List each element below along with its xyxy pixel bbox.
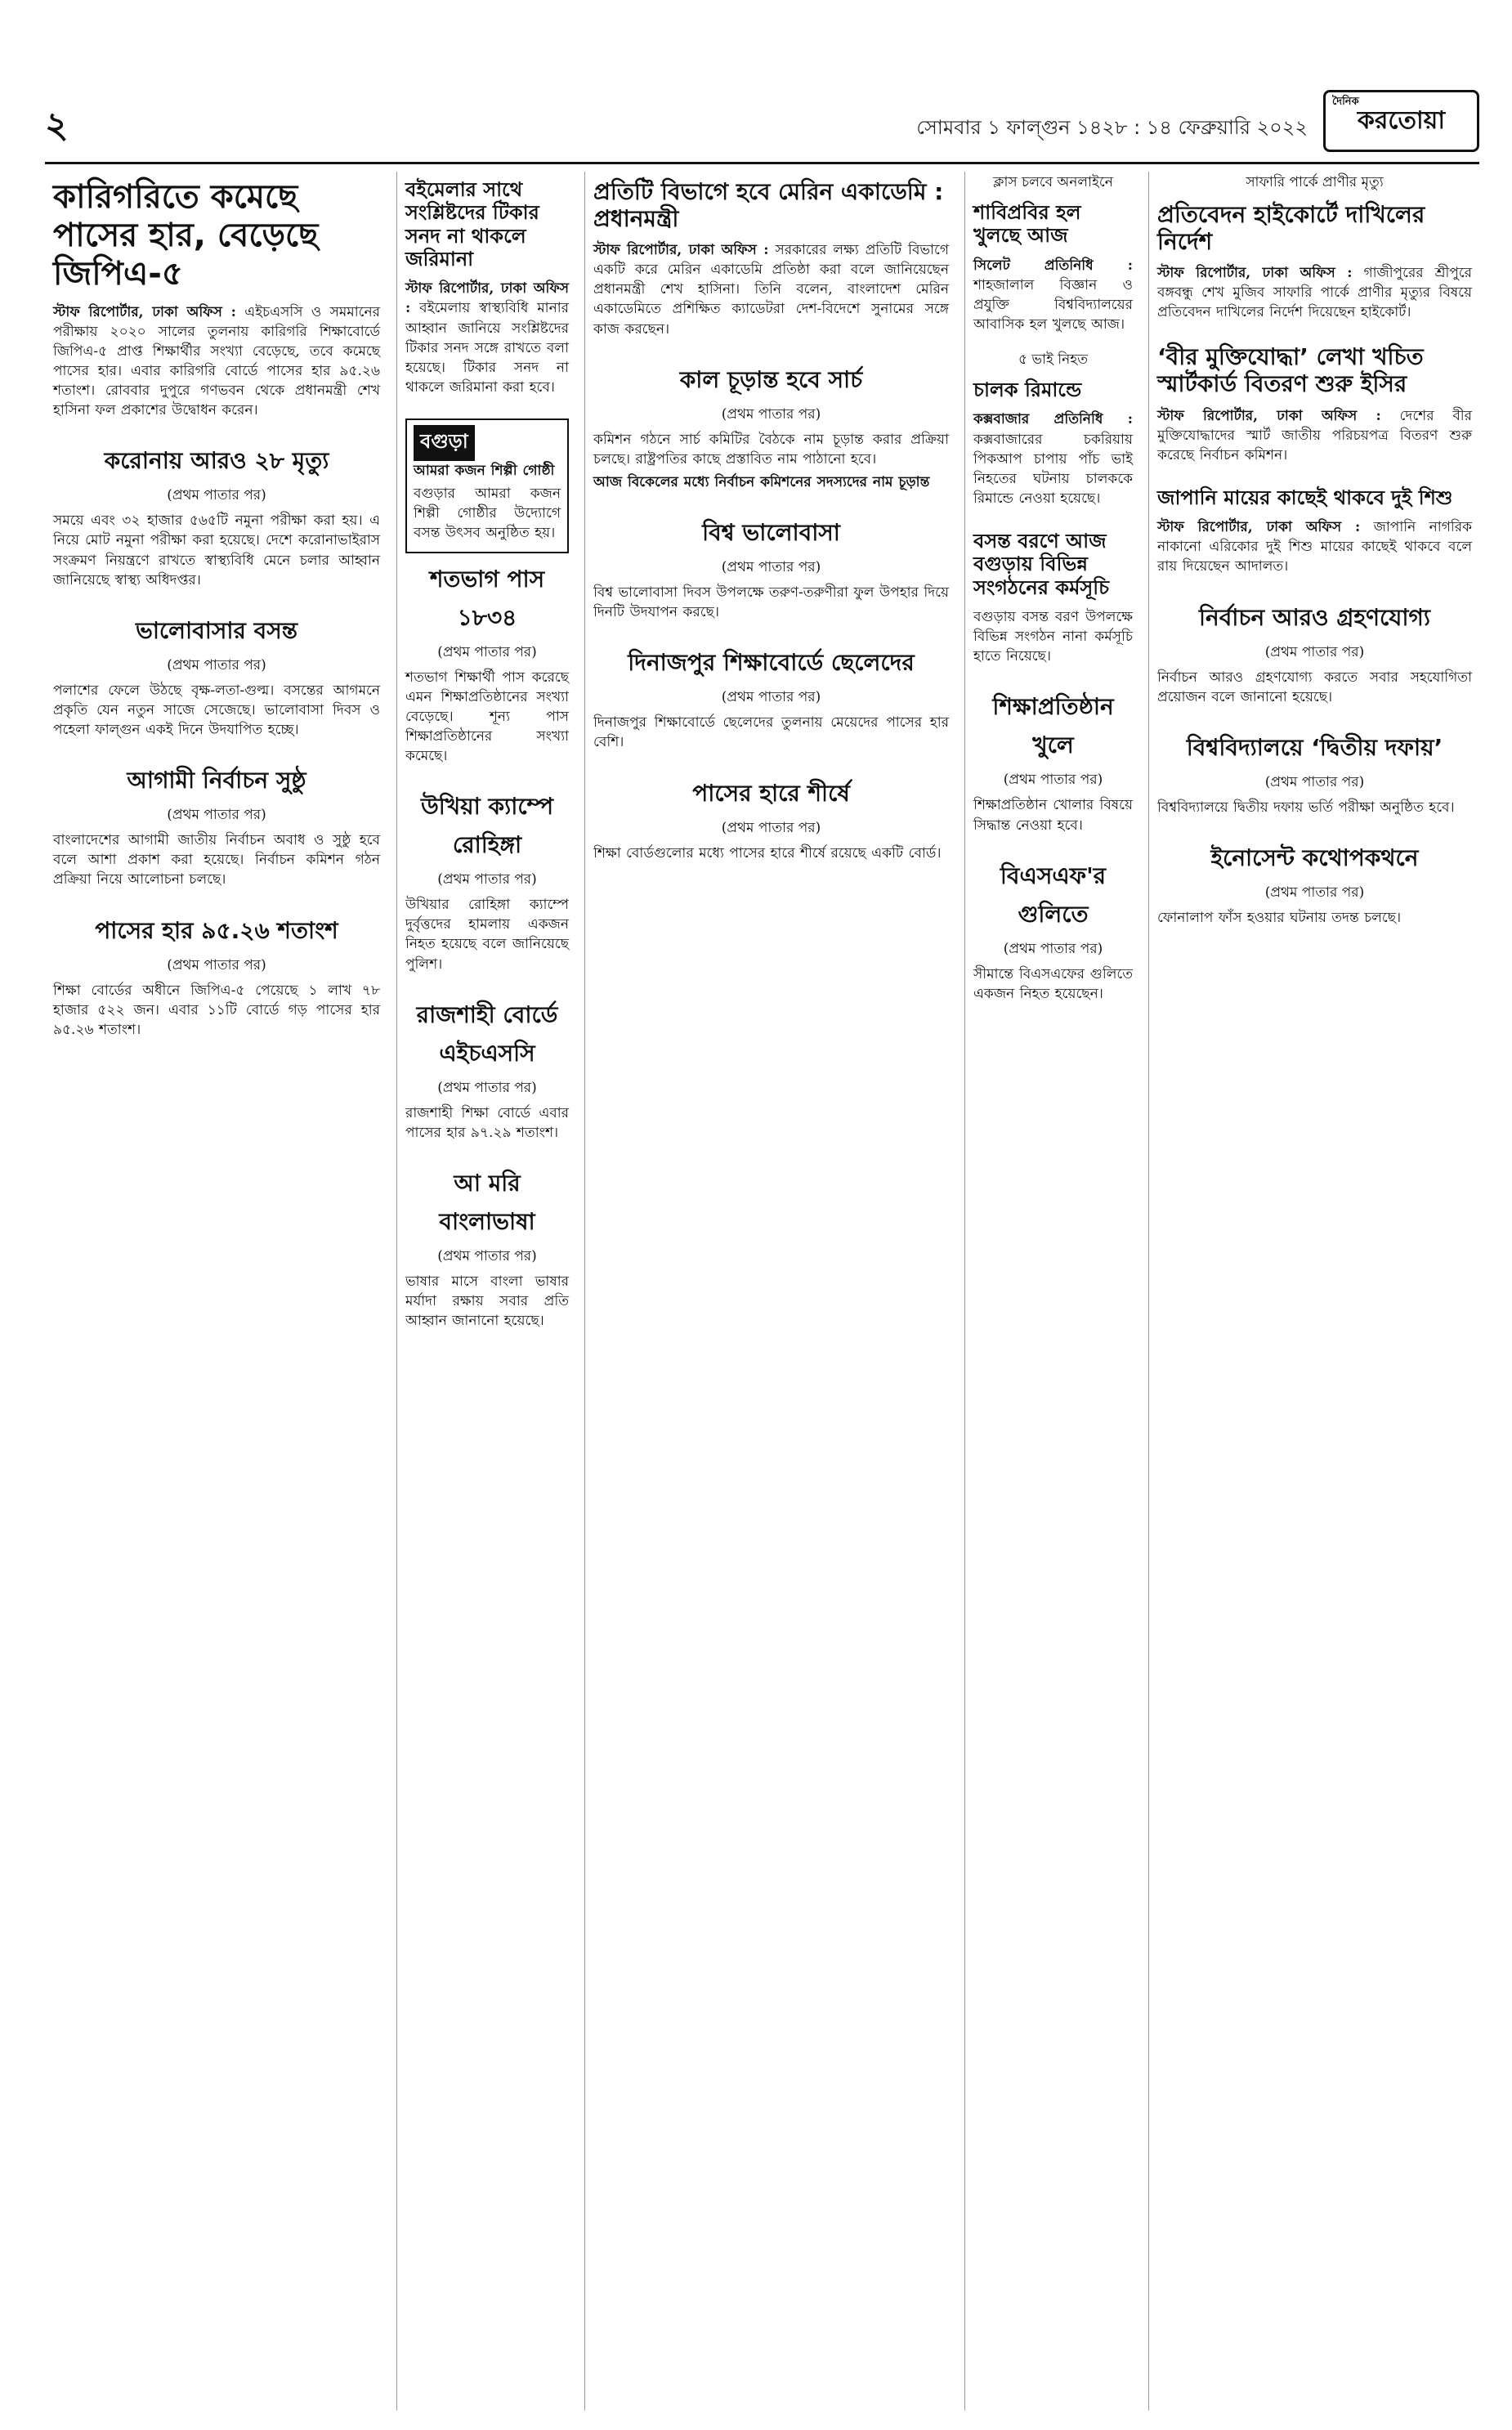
headline: ভালোবাসার বসন্ত: [135, 616, 298, 644]
article-body: শিক্ষাপ্রতিষ্ঠান খোলার বিষয়ে সিদ্ধান্ত নেওয়া হবে।: [973, 797, 1133, 834]
subheading: আজ বিকেলের মধ্যে নির্বাচন কমিশনের সদস্যদের নাম চূড়ান্ত: [593, 473, 930, 490]
article-body: বাংলাদেশের আগামী জাতীয় নির্বাচন অবাধ ও সুষ্ঠু হবে বলে আশা প্রকাশ করা হয়েছে। নির্বাচন কমিশন গঠন প্রক্রিয়া নিয়ে আলোচনা চলছে।: [53, 832, 380, 888]
article-innocent-conversation: [1149, 840, 1480, 942]
article-body: সীমান্তে বিএসএফের গুলিতে একজন নিহত হয়েছেন।: [973, 965, 1133, 1002]
article-university-second-phase: [1149, 730, 1480, 832]
byline: কক্সবাজার প্রতিনিধি :: [973, 411, 1133, 428]
byline: সিলেট প্রতিনিধি :: [973, 257, 1133, 274]
headline: বসন্ত বরণে আজ বগুড়ায় বিভিন্ন সংগঠনের কর্মসূচি: [973, 530, 1110, 599]
article-body: জাপানি নাগরিক নাকানো এরিকোর দুই শিশু মায়ের কাছেই থাকবে বলে রায় দিয়েছেন আদালত।: [1157, 519, 1472, 575]
article-spring: [45, 613, 388, 754]
headline: বইমেলার সাথে সংশ্লিষ্টদের টিকার সনদ না থাকলে জরিমানা: [405, 178, 539, 271]
article-body: বগুড়ায় বসন্ত বরণ উপলক্ষে বিভিন্ন সংগঠন নানা কর্মসূচি হাতে নিয়েছে।: [973, 609, 1133, 665]
jump-label: (প্রথম পাতার পর): [437, 1079, 537, 1096]
column-2: [396, 172, 577, 2410]
byline: স্টাফ রিপোর্টার, ঢাকা অফিস :: [1157, 519, 1361, 536]
article-rajshahi-board: [397, 997, 577, 1157]
jump-label: (প্রথম পাতার পর): [167, 956, 266, 973]
jump-label: (প্রথম পাতার পর): [1264, 643, 1365, 660]
article-marine-academy: [585, 178, 957, 354]
article-corona: [45, 443, 388, 605]
headline: পাসের হার ৯৫.২৬ শতাংশ: [95, 916, 338, 944]
article-body: এইচএসসি ও সমমানের পরীক্ষায় ২০২০ সালের তুলনায় কারিগরি শিক্ষাবোর্ডে জিপিএ-৫ প্রাপ্ত শিক্ষার্থীর সংখ্যা বেড়েছে, তবে কমেছে পাসের হার। এবার কারিগরি বোর্ডে পাসের হার ৯৫.২৬ শতাংশ। রোববার দুপুরে গণভবন থেকে প্রধানমন্ত্রী শেখ হাসিনা ফল প্রকাশের উদ্বোধন করেন।: [53, 303, 380, 419]
article-valentine: [585, 515, 957, 637]
article-body: পলাশের ফেলে উঠছে বৃক্ষ-লতা-গুল্ম। বসন্তের আগমনে প্রকৃতি যেন নতুন সাজে সেজেছে। ভালোবাসা দিবস ও পহেলা ফাল্গুন একই দিনে উদযাপিত হচ্ছে।: [53, 682, 380, 739]
article-election: [45, 763, 388, 904]
headline: নির্বাচন আরও গ্রহণযোগ্য: [1198, 603, 1430, 631]
jump-label: (প্রথম পাতার পর): [167, 656, 266, 674]
headline: প্রতিটি বিভাগে হবে মেরিন একাডেমি : প্রধানমন্ত্রী: [593, 178, 944, 233]
jump-label: (প্রথম পাতার পর): [167, 807, 266, 824]
article-smartcard: [1149, 343, 1480, 479]
jump-label: (প্রথম পাতার পর): [437, 871, 537, 888]
article-body: সময়ে এবং ৩২ হাজার ৫৬৫টি নমুনা পরীক্ষা করা হয়। এ নিয়ে মোট নমুনা পরীক্ষা করা হয়েছে। দেশে করোনাভাইরাস সংক্রমণ নিয়ন্ত্রণে রাখতে স্বাস্থ্যবিধি মেনে চলার আহ্বান জানিয়েছে স্বাস্থ্য অধিদপ্তর।: [53, 512, 380, 588]
article-full-pass: [397, 562, 577, 781]
header-rule: [45, 162, 1479, 164]
logo-text: করতোয়া: [1357, 105, 1446, 135]
jump-label: (প্রথম পাতার পর): [437, 643, 537, 660]
headline: উখিয়া ক্যাম্পে রোহিঙ্গা: [420, 793, 554, 859]
page-number: ২: [45, 105, 69, 146]
column-1: [45, 172, 388, 2410]
article-body: দিনাজপুর শিক্ষাবোর্ডে ছেলেদের তুলনায় মেয়েদের পাসের হার বেশি।: [593, 714, 949, 751]
article-body: কমিশন গঠনে সার্চ কমিটির বৈঠকে নাম চূড়ান্ত করার প্রক্রিয়া চলছে। রাষ্ট্রপতির কাছে প্রস্তাবিত নাম পাঠানো হবে।: [593, 431, 949, 468]
column-3: [584, 172, 957, 2410]
article-body: গাজীপুরের শ্রীপুরে বঙ্গবন্ধু শেখ মুজিব সাফারি পার্কে প্রাণীর মৃত্যুর বিষয়ে প্রতিবেদন দাখিলের নির্দেশ দিয়েছেন হাইকোর্ট।: [1157, 265, 1473, 321]
box-title: আমরা কজন শিল্পী গোষ্ঠী: [414, 463, 555, 479]
byline: স্টাফ রিপোর্টার, ঢাকা অফিস :: [593, 242, 769, 259]
article-body: শাহজালাল বিজ্ঞান ও প্রযুক্তি বিশ্ববিদ্যালয়ের আবাসিক হল খুলছে আজ।: [973, 276, 1133, 333]
headline: প্রতিবেদন হাইকোর্টে দাখিলের নির্দেশ: [1157, 201, 1425, 256]
bogura-notice-box: [405, 418, 569, 553]
headline: শিক্ষাপ্রতিষ্ঠান খুলে: [992, 693, 1114, 759]
jump-label: (প্রথম পাতার পর): [721, 819, 821, 836]
headline: জাপানি মায়ের কাছেই থাকবে দুই শিশু: [1157, 486, 1453, 509]
headline: রাজশাহী বোর্ডে এইচএসসি: [416, 1000, 558, 1067]
article-body: শিক্ষা বোর্ডের অধীনে জিপিএ-৫ পেয়েছে ১ লাখ ৭৮ হাজার ৫২২ জন। এবার ১১টি বোর্ডে গড় পাসের হার ৯৫.২৬ শতাংশ।: [53, 982, 380, 1038]
headline: দিনাজপুর শিক্ষাবোর্ডে ছেলেদের: [628, 649, 915, 677]
headline: ইনোসেন্ট কথোপকথনে: [1210, 844, 1419, 871]
headline: বিএসএফ'র গুলিতে: [1000, 861, 1107, 928]
jump-label: (প্রথম পাতার পর): [721, 405, 821, 423]
article-book-fair: [397, 178, 577, 412]
article-body: উখিয়ার রোহিঙ্গা ক্যাম্পে দুর্বৃত্তদের হামলায় একজন নিহত হয়েছে বলে জানিয়েছে পুলিশ।: [405, 897, 569, 973]
newspaper-logo: [1323, 90, 1479, 152]
kicker: ক্লাস চলবে অনলাইনে: [993, 174, 1113, 190]
kicker: সাফারি পার্কে প্রাণীর মৃত্যু: [1246, 174, 1384, 190]
article-body: শতভাগ শিক্ষার্থী পাস করেছে এমন শিক্ষাপ্রতিষ্ঠানের সংখ্যা বেড়েছে। শূন্য পাস শিক্ষাপ্রতিষ্ঠানের সংখ্যা কমেছে।: [405, 669, 569, 764]
byline: স্টাফ রিপোর্টার, ঢাকা অফিস :: [1157, 407, 1381, 424]
column-4: [964, 172, 1141, 2410]
article-body: ফোনালাপ ফাঁস হওয়ার ঘটনায় তদন্ত চলছে।: [1157, 909, 1402, 926]
jump-label: (প্রথম পাতার পর): [437, 1247, 537, 1264]
headline: আ মরি বাংলাভাষা: [439, 1169, 535, 1235]
article-technical-pass-rate: [45, 178, 388, 435]
kicker: ৫ ভাই নিহত: [1018, 351, 1088, 369]
article-bsf: [965, 858, 1141, 1018]
jump-label: (প্রথম পাতার পর): [1003, 772, 1103, 789]
article-rohingya: [397, 789, 577, 989]
headline: বিশ্ব ভালোবাসা: [702, 519, 840, 547]
dateline: সোমবার ১ ফাল্গুন ১৪২৮ : ১৪ ফেব্রুয়ারি ২০২২: [916, 116, 1308, 139]
logo-prefix: দৈনিক: [1332, 96, 1359, 108]
headline: ‘বীর মুক্তিযোদ্ধা’ লেখা খচিত স্মার্টকার্ড বিতরণ শুরু ইসির: [1157, 343, 1424, 398]
article-body: ভাষার মাসে বাংলা ভাষার মর্যাদা রক্ষায় সবার প্রতি আহ্বান জানানো হয়েছে।: [405, 1273, 569, 1330]
jump-label: (প্রথম পাতার পর): [167, 487, 266, 504]
article-spring-bogura: [965, 530, 1141, 681]
article-body: কক্সবাজারের চকরিয়ায় পিকআপ চাপায় পাঁচ ভাই নিহতের ঘটনায় চালককে রিমান্ডে নেওয়া হয়েছে।: [973, 431, 1133, 507]
article-body: সরকারের লক্ষ্য প্রতিটি বিভাগে একটি করে মেরিন একাডেমি প্রতিষ্ঠা করা বলে জানিয়েছেন প্রধানমন্ত্রী শেখ হাসিনা। তিনি বলেন, বাংলাদেশ মেরিন একাডেমিতে প্রশিক্ষিত ক্যাডেটরা দেশ-বিদেশে সুনামের সঙ্গে কাজ করছেন।: [593, 242, 949, 338]
article-sust-halls: [965, 172, 1141, 349]
article-body: বিশ্ববিদ্যালয়ে দ্বিতীয় দফায় ভর্তি পরীক্ষা অনুষ্ঠিত হবে।: [1157, 799, 1455, 816]
article-pass-rate: [45, 913, 388, 1054]
article-search-committee: [585, 362, 957, 507]
byline: স্টাফ রিপোর্টার, ঢাকা অফিস :: [405, 280, 569, 317]
section-tag: বগুড়া: [414, 425, 475, 461]
jump-label: (প্রথম পাতার পর): [721, 559, 821, 576]
jump-label: (প্রথম পাতার পর): [1264, 884, 1365, 901]
article-safari-park: [1149, 172, 1480, 337]
jump-label: (প্রথম পাতার পর): [1003, 940, 1103, 957]
headline: কারিগরিতে কমেছে পাসের হার, বেড়েছে জিপিএ-৫: [53, 178, 319, 293]
article-japanese-mother: [1149, 486, 1480, 592]
article-language: [397, 1166, 577, 1345]
byline: স্টাফ রিপোর্টার, ঢাকা অফিস :: [1157, 265, 1353, 282]
article-body: বিশ্ব ভালোবাসা দিবস উপলক্ষে তরুণ-তরুণীরা ফুল উপহার দিয়ে দিনটি উদযাপন করছে।: [593, 584, 949, 621]
article-schools-open: [965, 689, 1141, 849]
headline: পাসের হারে শীর্ষে: [692, 779, 850, 807]
article-dinajpur-board: [585, 645, 957, 767]
article-body: শিক্ষা বোর্ডগুলোর মধ্যে পাসের হারে শীর্ষে রয়েছে একটি বোর্ড।: [593, 844, 942, 861]
article-top-pass-rate: [585, 776, 957, 878]
jump-label: (প্রথম পাতার পর): [721, 689, 821, 706]
article-election-acceptable: [1149, 600, 1480, 722]
article-driver-remand: [965, 349, 1141, 523]
article-body: দেশের বীর মুক্তিযোদ্ধাদের স্মার্ট জাতীয় পরিচয়পত্র বিতরণ শুরু করেছে নির্বাচন কমিশন।: [1157, 407, 1473, 463]
headline: করোনায় আরও ২৮ মৃত্যু: [104, 447, 329, 475]
article-body: বইমেলায় স্বাস্থ্যবিধি মানার আহ্বান জানিয়ে সংশ্লিষ্টদের টিকার সনদ সঙ্গে রাখতে বলা হয়েছে। টিকার সনদ না থাকলে জরিমানা করা হবে।: [405, 300, 570, 396]
article-body: রাজশাহী শিক্ষা বোর্ডে এবার পাসের হার ৯৭.২৯ শতাংশ।: [405, 1104, 569, 1141]
headline: আগামী নির্বাচন সুষ্ঠু: [127, 767, 306, 794]
headline: চালক রিমান্ডে: [973, 378, 1082, 402]
column-5: [1148, 172, 1480, 2410]
article-body: নির্বাচন আরও গ্রহণযোগ্য করতে সবার সহযোগিতা প্রয়োজন বলে জানানো হয়েছে।: [1157, 669, 1472, 705]
byline: স্টাফ রিপোর্টার, ঢাকা অফিস :: [53, 303, 236, 320]
headline: শাবিপ্রবির হল খুলছে আজ: [973, 201, 1081, 248]
headline: শতভাগ পাস ১৮৩৪: [429, 565, 545, 631]
headline: কাল চূড়ান্ত হবে সার্চ: [679, 365, 863, 393]
box-body: বগুড়ার আমরা কজন শিল্পী গোষ্ঠীর উদ্যোগে বসন্ত উৎসব অনুষ্ঠিত হয়।: [414, 486, 561, 542]
headline: বিশ্ববিদ্যালয়ে ‘দ্বিতীয় দফায়’: [1186, 733, 1443, 761]
jump-label: (প্রথম পাতার পর): [1264, 773, 1365, 790]
